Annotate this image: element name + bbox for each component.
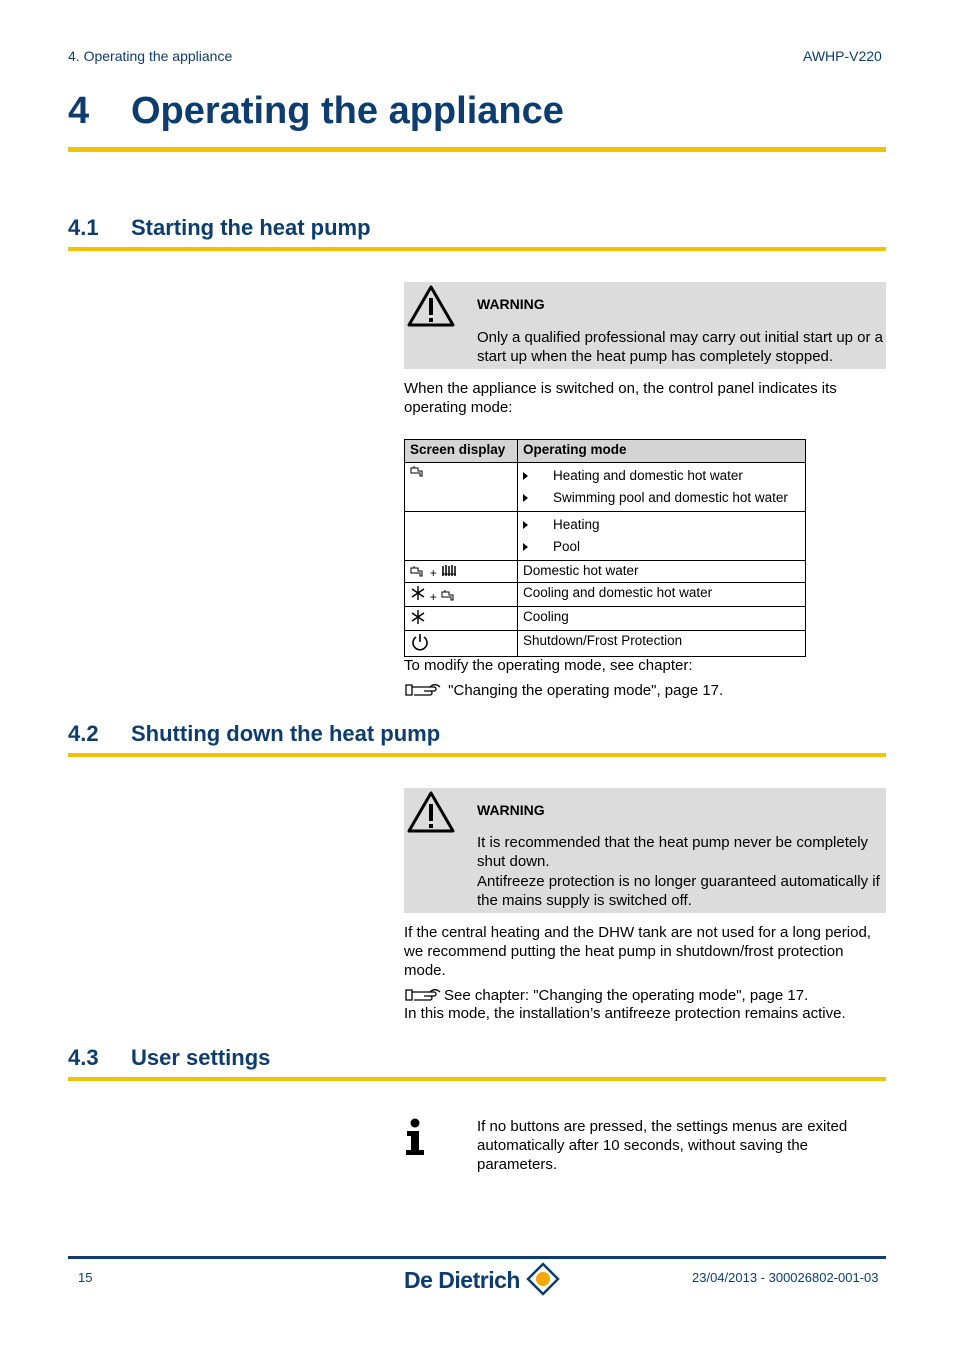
pointing-hand-icon [404, 680, 444, 698]
chapter-title [68, 90, 564, 133]
section-number: 4.1 [68, 215, 99, 240]
warning-text: It is recommended that the heat pump never be completely shut down. [477, 834, 869, 870]
section-title: Starting the heat pump [131, 215, 371, 240]
reference-line[interactable] [404, 985, 888, 1005]
chapter-title-text: Operating the appliance [131, 90, 564, 132]
snowflake-icon [410, 609, 426, 625]
warning-text: Antifreeze protection is no longer guaranteed automatically if the mains supply is switched off. [477, 873, 880, 909]
section-title: Shutting down the heat pump [131, 721, 441, 746]
warning-title: WARNING [477, 296, 545, 312]
mode-cell: Cooling [518, 607, 806, 631]
footer-rule [68, 1256, 886, 1259]
warning-triangle-icon [406, 790, 456, 834]
warning-box-shutdown [404, 788, 886, 913]
shutdown-paragraph: If the central heating and the DHW tank are not used for a long period, we recommend putting the heat pump in shutdown/frost protection mode. [404, 924, 871, 979]
list-item: Heating and domestic hot water [523, 465, 800, 487]
mode-cell: Cooling and domestic hot water [518, 583, 806, 607]
section-4-2-heading [68, 721, 440, 747]
tap-icon [410, 465, 426, 477]
table-row [405, 607, 806, 631]
brand-logo [404, 1262, 560, 1296]
section-4-1-heading [68, 215, 371, 241]
table-row [405, 512, 806, 561]
section-4-3-heading [68, 1045, 270, 1071]
page-number: 15 [78, 1270, 93, 1285]
list-item: Heating [523, 514, 800, 536]
running-header-chapter: 4. Operating the appliance [68, 48, 233, 64]
tap-icon [441, 589, 457, 601]
power-icon [410, 633, 430, 651]
brand-diamond-icon [526, 1262, 560, 1296]
warning-text: Only a qualified professional may carry out initial start up or a start up when the heat pump has completely stopped. [477, 329, 884, 365]
list-item: Swimming pool and domestic hot water [523, 487, 800, 509]
info-icon [404, 1118, 428, 1156]
snowflake-icon [410, 585, 426, 601]
section-rule [68, 247, 886, 251]
section-title: User settings [131, 1045, 271, 1070]
reference-link[interactable]: "Changing the operating mode", page 17. [448, 682, 724, 699]
table-header-mode: Operating mode [518, 440, 806, 463]
section-rule [68, 1077, 886, 1081]
info-note: If no buttons are pressed, the settings menus are exited automatically after 10 seconds, without saving the parameters. [477, 1118, 848, 1173]
antifreeze-paragraph: In this mode, the installation’s antifreeze protection remains active. [404, 1005, 846, 1022]
modify-text: To modify the operating mode, see chapter: [404, 657, 693, 674]
brand-name: De Dietrich [404, 1267, 520, 1293]
running-header-model: AWHP-V220 [803, 48, 882, 64]
document-reference: 23/04/2013 - 300026802-001-03 [692, 1270, 879, 1285]
table-row [405, 631, 806, 657]
table-header-display: Screen display [405, 440, 518, 463]
reference-link[interactable]: See chapter: "Changing the operating mode", page 17. [444, 987, 809, 1004]
tap-icon [410, 565, 426, 577]
chapter-rule [68, 147, 886, 152]
mode-cell: Shutdown/Frost Protection [518, 631, 806, 657]
warning-triangle-icon [406, 284, 456, 328]
table-row [405, 561, 806, 583]
plus-sign: + [429, 566, 437, 580]
plus-sign: + [429, 590, 437, 604]
table-row [405, 583, 806, 607]
radiator-icon [441, 563, 457, 577]
intro-paragraph: When the appliance is switched on, the control panel indicates its operating mode: [404, 380, 837, 416]
warning-title: WARNING [477, 802, 545, 818]
section-rule [68, 753, 886, 757]
reference-line[interactable] [404, 680, 888, 700]
warning-box-start [404, 282, 886, 369]
chapter-number: 4 [68, 90, 90, 132]
table-row [405, 463, 806, 512]
section-number: 4.2 [68, 721, 99, 746]
mode-cell: Domestic hot water [518, 561, 806, 583]
operating-mode-table [404, 439, 806, 657]
list-item: Pool [523, 536, 800, 558]
section-number: 4.3 [68, 1045, 99, 1070]
pointing-hand-icon [404, 985, 444, 1003]
